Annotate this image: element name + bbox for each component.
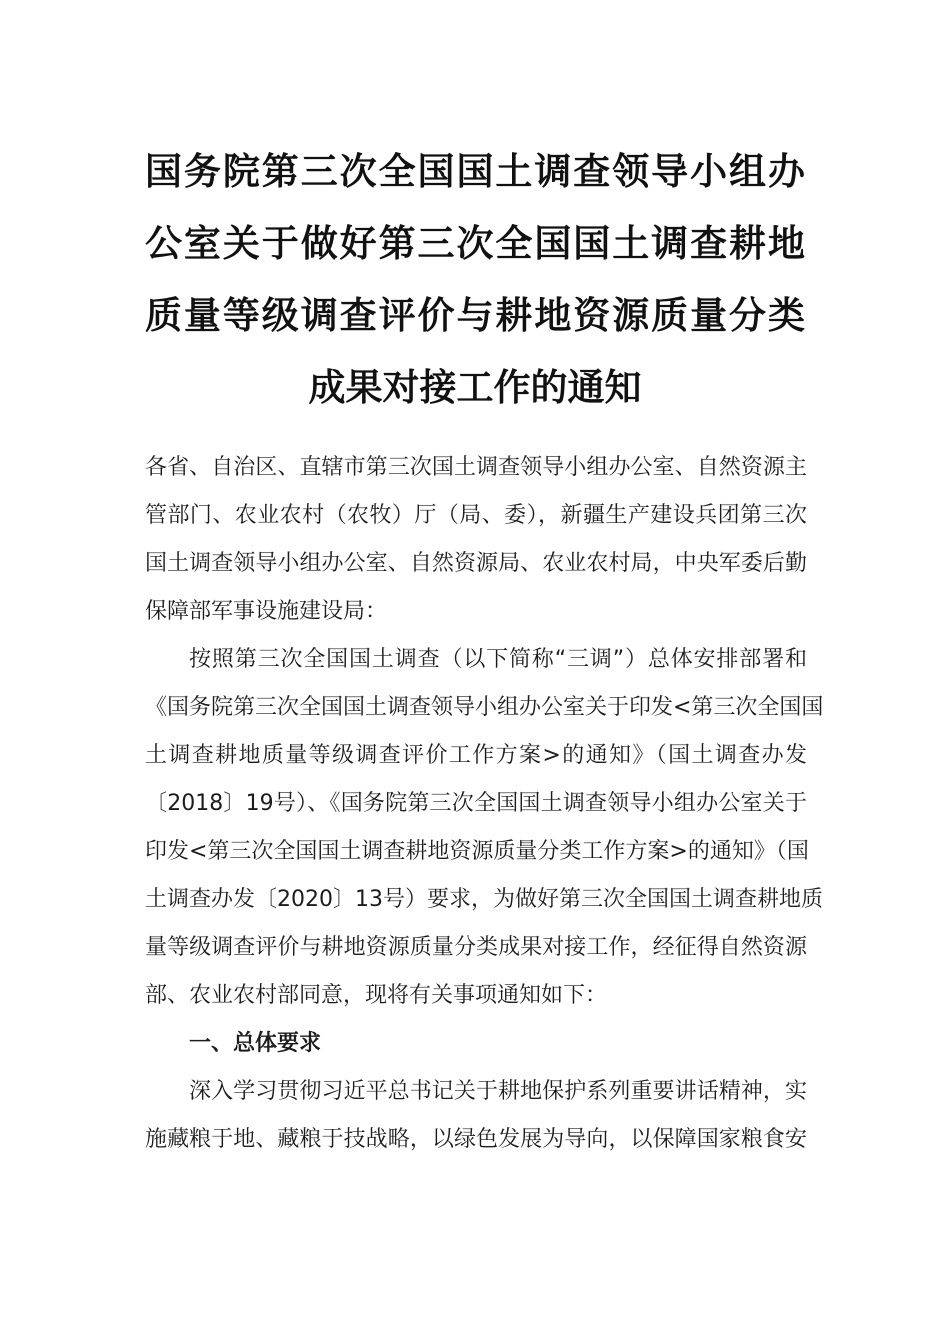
paragraph-general-requirements (145, 1068, 807, 1164)
paragraph-line: 部、农业农村部同意，现将有关事项通知如下： (145, 983, 608, 1008)
title-line: 公室关于做好第三次全国国土调查耕地 (145, 222, 805, 265)
paragraph-line: 按照第三次全国国土调查（以下简称“三调”）总体安排部署和 (189, 647, 807, 672)
addressee-block (145, 444, 807, 636)
title-line: 成果对接工作的通知 (308, 366, 642, 409)
paragraph-line: 土调查耕地质量等级调查评价工作方案>的通知》（国土调查办发 (145, 743, 807, 768)
paragraph-intro (145, 636, 824, 1020)
paragraph-line: 印发<第三次全国国土调查耕地资源质量分类工作方案>的通知》（国 (145, 839, 809, 864)
paragraph-line: 量等级调查评价与耕地资源质量分类成果对接工作，经征得自然资源 (145, 935, 807, 960)
paragraph-line: 《国务院第三次全国国土调查领导小组办公室关于印发<第三次全国国 (145, 695, 824, 720)
addressee-line: 管部门、农业农村（农牧）厅（局、委），新疆生产建设兵团第三次 (145, 503, 807, 528)
addressee-line: 各省、自治区、直辖市第三次国土调查领导小组办公室、自然资源主 (145, 455, 807, 480)
addressee-line: 国土调查领导小组办公室、自然资源局、农业农村局，中央军委后勤 (145, 551, 807, 576)
title-line: 国务院第三次全国国土调查领导小组办 (145, 150, 805, 193)
paragraph-line: 深入学习贯彻习近平总书记关于耕地保护系列重要讲话精神，实 (189, 1079, 807, 1104)
document-title (145, 136, 805, 424)
section-heading: 一、总体要求 (189, 1031, 322, 1056)
document-body (145, 444, 824, 1164)
title-line: 质量等级调查评价与耕地资源质量分类 (145, 294, 805, 337)
paragraph-line: 土调查办发〔2020〕13号）要求，为做好第三次全国国土调查耕地质 (145, 887, 823, 912)
paragraph-line: 〔2018〕19号）、《国务院第三次全国国土调查领导小组办公室关于 (145, 791, 807, 816)
paragraph-line: 施藏粮于地、藏粮于技战略，以绿色发展为导向，以保障国家粮食安 (145, 1127, 807, 1152)
addressee-line: 保障部军事设施建设局： (145, 599, 388, 624)
